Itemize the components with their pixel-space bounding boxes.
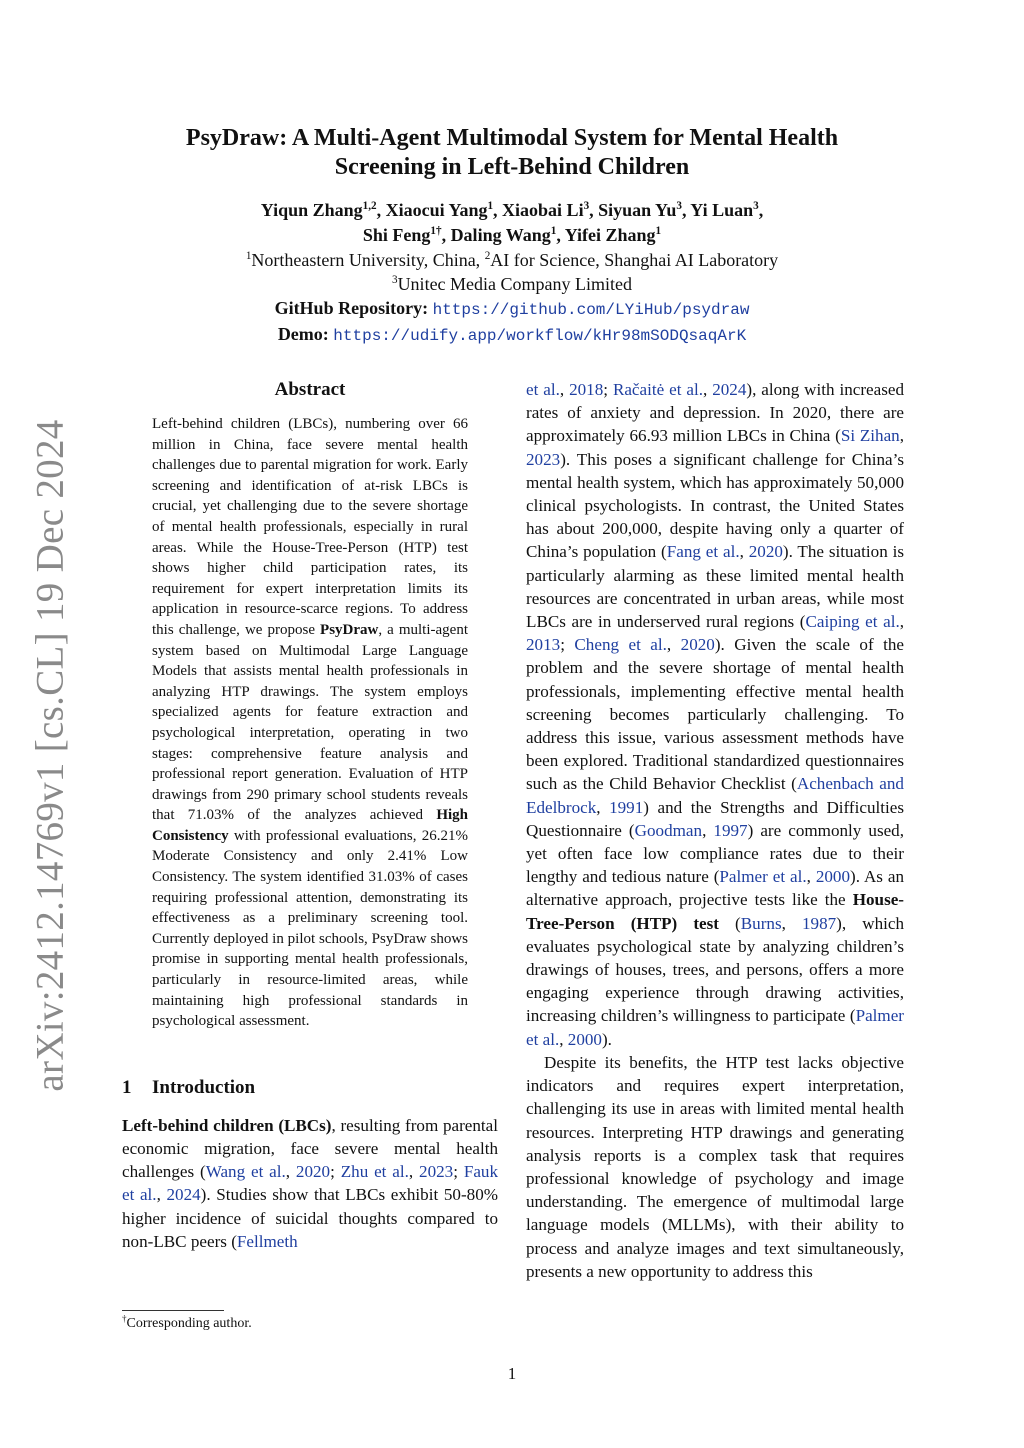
citation-link[interactable]: Wang et al. [205, 1162, 286, 1182]
citation-link[interactable]: 2024 [712, 380, 747, 399]
intro-paragraph-continued [526, 378, 904, 1051]
citation-link[interactable]: Si Zihan [840, 426, 900, 446]
title-line-1: PsyDraw: A Multi-Agent Multimodal System for Mental Health [185, 125, 839, 151]
text-run: ). As an alternative approach, projective tests like the [526, 867, 905, 910]
paper-header [122, 124, 902, 348]
citation-link[interactable]: Fellmeth [236, 1231, 298, 1251]
citation-link[interactable]: 2024 [166, 1185, 201, 1205]
citation-link[interactable]: 2023 [526, 449, 561, 469]
page-number: 1 [507, 1364, 517, 1383]
abstract-heading: Abstract [274, 379, 346, 400]
citation-link[interactable]: Račaitė et al. [612, 380, 703, 399]
citation-link[interactable]: 2018 [569, 380, 604, 399]
high-consistency-term: High Consistency [152, 807, 468, 844]
left-column [122, 378, 498, 1253]
citation-link[interactable]: Achenbach and Edelbrock [526, 774, 904, 817]
citation-link[interactable]: 2013 [526, 635, 561, 655]
citation-link[interactable]: Goodman [634, 820, 703, 840]
citation-link[interactable]: Palmer et al. [719, 867, 807, 887]
text-run: , [739, 542, 749, 562]
affiliations [122, 248, 902, 296]
text-run: , [666, 635, 681, 655]
bold-term: House-Tree-Person (HTP) test [526, 890, 904, 933]
demo-line [122, 322, 902, 348]
text-run: , [702, 380, 713, 399]
footnote-text: Corresponding author. [126, 1316, 252, 1331]
citation-link[interactable]: 1987 [801, 913, 837, 933]
text-run: ). [601, 1029, 612, 1049]
intro-paragraph-2: Despite its benefits, the HTP test lacks objective indicators and requires expert interpretation, challenging its use in areas with limited mental health resources. Interpreting HTP drawings and generating analysis reports is a complex task that requires professional knowledge of psychology and image understanding. The emergence of multimodal large language models (MLLMs), with their ability to process and analyze images and text simultaneously, presents a new opportunity to address this [526, 1052, 904, 1281]
text-run: ) are commonly used, yet often face low compliance rates due to their lengthy and tedious nature ( [526, 820, 905, 887]
text-run: , [899, 612, 904, 632]
text-run: , [806, 867, 816, 887]
text-run: ; [453, 1162, 464, 1182]
text-run: , [559, 1029, 568, 1049]
citation-link[interactable]: Caiping et al. [805, 612, 900, 632]
text-run: ( [718, 913, 741, 933]
citation-link[interactable]: 2023 [419, 1162, 454, 1182]
citation-link[interactable]: 1997 [713, 820, 748, 840]
bold-term: Left-behind children (LBCs) [122, 1115, 332, 1135]
text-run: , [285, 1162, 296, 1182]
text-run: , [559, 380, 570, 399]
author-list [122, 198, 902, 248]
text-run: ; [560, 635, 575, 655]
title-line-2: Screening in Left-Behind Children [334, 154, 690, 180]
citation-link[interactable]: Fauk et al. [122, 1162, 498, 1205]
arxiv-watermark [20, 418, 80, 1092]
text-run: , [899, 426, 905, 446]
author-line-2: Shi Feng$^{1\dagger}$, Daling Wang$^1$, Yifei Zhang$^1$ [362, 225, 662, 245]
text-run: ) and the Strengths and Difficulties Questionnaire ( [526, 797, 904, 840]
text-run: ). Studies show that LBCs exhibit 50-80% higher incidence of suicidal thoughts compared to non-LBC peers ( [122, 1185, 498, 1251]
abstract-text: Left-behind children (LBCs), numbering over 66 million in China, face severe mental health challenges due to parental migration for work. Early screening and identification of at-risk LBCs is crucial, yet challenging due to the severe shortage of mental health professionals, especially in rural areas. While the House-Tree-Person (HTP) test shows higher child participation rates, its requirement for expert interpretation limits its application in resource-scarce regions. To address this challenge, we propose PsyDraw, a multi-agent system based on Multimodal Large Language Models that assists mental health professionals in analyzing HTP drawings. The system employs specialized agents for feature extraction and psychological interpretation, operating in two stages: comprehensive feature analysis and professional report generation. Evaluation of HTP drawings from 290 primary school students reveals that 71.03% of the analyzes achieved High Consistency with professional evaluations, 26.21% Moderate Consistency and only 2.41% Low Consistency. The system identified 31.03% of cases requiring professional attention, demonstrating its effectiveness as a preliminary screening tool. Currently deployed in pilot schools, PsyDraw shows promise in supporting mental health professionals, particularly in resource-limited areas, while maintaining high professional standards in psychological assessment. [152, 416, 468, 1030]
footnote-rule [122, 1310, 224, 1311]
text-run: , [596, 797, 610, 817]
footnote [122, 1314, 252, 1334]
section-number: 1 [122, 1076, 132, 1098]
paper-title [122, 124, 902, 182]
citation-link[interactable]: 2020 [748, 542, 783, 562]
citation-link[interactable]: Burns [740, 913, 782, 933]
arxiv-id: arXiv:2412.14769v1 [cs.CL] 19 Dec 2024 [28, 418, 72, 1092]
right-column [526, 378, 904, 1283]
github-label: GitHub Repository: [274, 298, 429, 318]
citation-link[interactable]: 2000 [815, 867, 851, 887]
citation-link[interactable]: Cheng et al. [574, 635, 667, 655]
section-title: Introduction [152, 1076, 256, 1098]
citation-link[interactable]: 2020 [680, 635, 715, 655]
repository-links [122, 296, 902, 348]
text-run: ), which evaluates psychological state by analyzing children’s drawings of houses, trees, and persons, offers a more engaging experience through drawing activities, increasing children’s willingness to participate ( [526, 913, 904, 1026]
github-link[interactable]: https://github.com/LYiHub/psydraw [432, 301, 750, 319]
citation-link[interactable]: 1991 [609, 797, 644, 817]
text-run: , resulting from parental economic migration, face severe mental health challenges ( [122, 1115, 498, 1182]
footnote-mark: † [122, 1313, 127, 1324]
intro-paragraph-1 [122, 1114, 498, 1253]
citation-link[interactable]: Fang et al. [666, 542, 740, 562]
text-run: , [781, 913, 802, 933]
github-line [122, 296, 902, 322]
text-run: ; [330, 1162, 341, 1182]
text-run: , [408, 1162, 420, 1182]
citation-link[interactable]: 2020 [295, 1162, 331, 1182]
demo-link[interactable]: https://udify.app/workflow/kHr98mSODQsaqArK [333, 327, 747, 345]
section-heading-introduction [122, 1076, 498, 1100]
citation-link[interactable]: Palmer et al. [526, 1006, 904, 1049]
affiliation-line-1: $^1$Northeastern University, China, $^2$AI for Science, Shanghai AI Laboratory [245, 250, 779, 270]
text-run: ), along with increased rates of anxiety and depression. In 2020, there are approximately 66.93 million LBCs in China ( [526, 380, 905, 446]
text-run: ). This poses a significant challenge for China’s mental health system, which has approximately 50,000 clinical psychologists. In contrast, the United States has about 200,000, despite having only a quarter of China’s population ( [526, 449, 904, 562]
citation-link[interactable]: 2000 [567, 1029, 602, 1049]
system-name: PsyDraw [320, 621, 379, 638]
text-run: , [156, 1185, 167, 1205]
citation-link[interactable]: Zhu et al. [340, 1162, 409, 1182]
text-run: ). The situation is particularly alarming as these limited mental health resources are concentrated in urban areas, while most LBCs are in underserved rural regions ( [526, 542, 904, 632]
text-run: ). Given the scale of the problem and the severe shortage of mental health professionals, implementing effective mental health screening becomes particularly challenging. To address this issue, various assessment methods have been explored. Traditional standardized questionnaires such as the Child Behavior Checklist ( [526, 635, 905, 794]
text-run: ; [603, 380, 613, 399]
affiliation-line-2: $^3$Unitec Media Company Limited [391, 274, 633, 294]
demo-label: Demo: [277, 324, 329, 344]
text-run: , [702, 820, 714, 840]
author-line-1: Yiqun Zhang$^{1,2}$, Xiaocui Yang$^1$, Xiaobai Li$^3$, Siyuan Yu$^3$, Yi Luan$^3$, [260, 200, 764, 220]
citation-link[interactable]: et al. [526, 380, 560, 399]
